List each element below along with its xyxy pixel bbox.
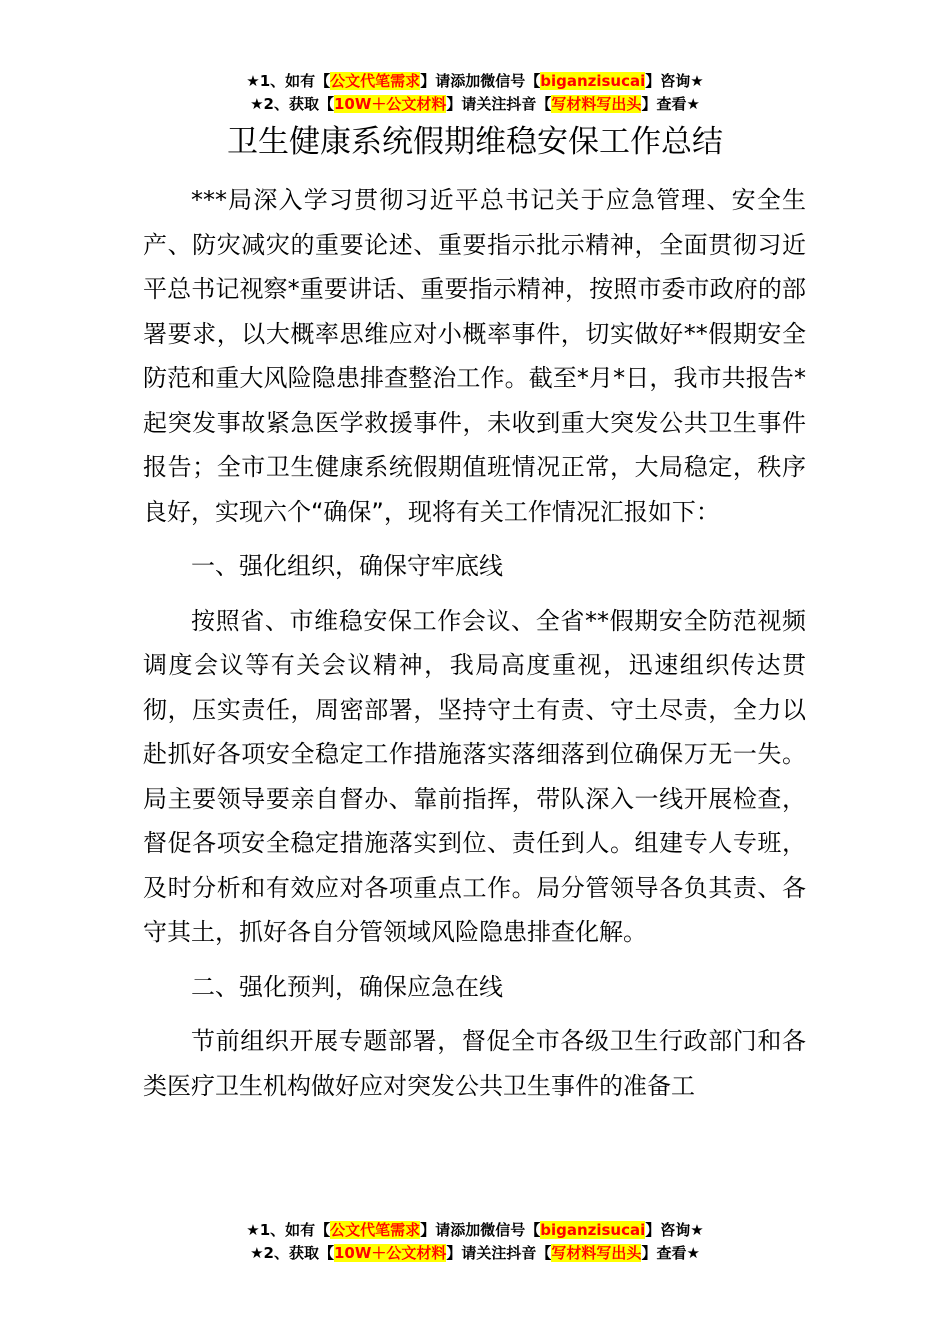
ad-line-2-highlight-douyin: 写材料写出头 [551,95,642,113]
ad-line-1-prefix: ★1、如有【 [246,1221,331,1239]
section-2-heading: 二、强化预判，确保应急在线 [191,972,503,1001]
ad-line-1-highlight-wechat: biganzisucai [540,72,646,90]
ad-line-2-suffix: 】查看★ [641,1244,700,1262]
ad-line-1-mid: 】请添加微信号【 [420,72,541,90]
document-title: 卫生健康系统假期维稳安保工作总结 [227,124,723,160]
ad-line-1-suffix: 】咨询★ [645,1221,704,1239]
section-1-heading: 一、强化组织，确保守牢底线 [191,552,503,580]
ad-line-1-mid: 】请添加微信号【 [420,1221,541,1239]
section-2-paragraph: 节前组织开展专题部署，督促全市各级卫生行政部门和各类医疗卫生机构做好应对突发公共卫生事件的准备工 [143,1027,806,1100]
ad-line-1 [0,71,950,91]
ad-line-2-prefix: ★2、获取【 [250,1244,334,1262]
document-body [143,178,806,1118]
ad-line-1-bottom [0,1220,950,1240]
ad-line-1-suffix: 】咨询★ [645,72,704,90]
intro-paragraph: ***局深入学习贯彻习近平总书记关于应急管理、安全生产、防灾减灾的重要论述、重要指示批示精神，全面贯彻习近平总书记视察*重要讲话、重要指示精神，按照市委市政府的部署要求，以大概率思维应对小概率事件，切实做好**假期安全防范和重大风险隐患排查整治工作。截至*月*日，我市共报告*起突发事故紧急医学救援事件，未收到重大突发公共卫生事件报告；全市卫生健康系统假期值班情况正常，大局稳定，秩序良好，实现六个“确保”，现将有关工作情况汇报如下： [143,186,806,526]
ad-line-2-bottom [0,1243,950,1263]
ad-line-2-highlight-materials: 10W＋公文材料 [333,95,447,113]
ad-line-2 [0,94,950,114]
ad-line-1-highlight-service: 公文代笔需求 [330,1221,421,1239]
ad-line-1-prefix: ★1、如有【 [246,72,331,90]
ad-line-1-highlight-service: 公文代笔需求 [330,72,421,90]
ad-line-2-suffix: 】查看★ [641,95,700,113]
ad-line-2-mid: 】请关注抖音【 [446,1244,552,1262]
ad-line-2-highlight-materials: 10W＋公文材料 [333,1244,447,1262]
section-1-paragraph: 按照省、市维稳安保工作会议、全省**假期安全防范视频调度会议等有关会议精神，我局高度重视，迅速组织传达贯彻，压实责任，周密部署，坚持守土有责、守土尽责，全力以赴抓好各项安全稳定工作措施落实落细落到位确保万无一失。局主要领导要亲自督办、靠前指挥，带队深入一线开展检查，督促各项安全稳定措施落实到位、责任到人。组建专人专班，及时分析和有效应对各项重点工作。局分管领导各负其责、各守其土，抓好各自分管领域风险隐患排查化解。 [143,606,806,946]
ad-line-2-mid: 】请关注抖音【 [446,95,552,113]
ad-line-2-prefix: ★2、获取【 [250,95,334,113]
ad-line-1-highlight-wechat: biganzisucai [540,1221,646,1239]
ad-line-2-highlight-douyin: 写材料写出头 [551,1244,642,1262]
